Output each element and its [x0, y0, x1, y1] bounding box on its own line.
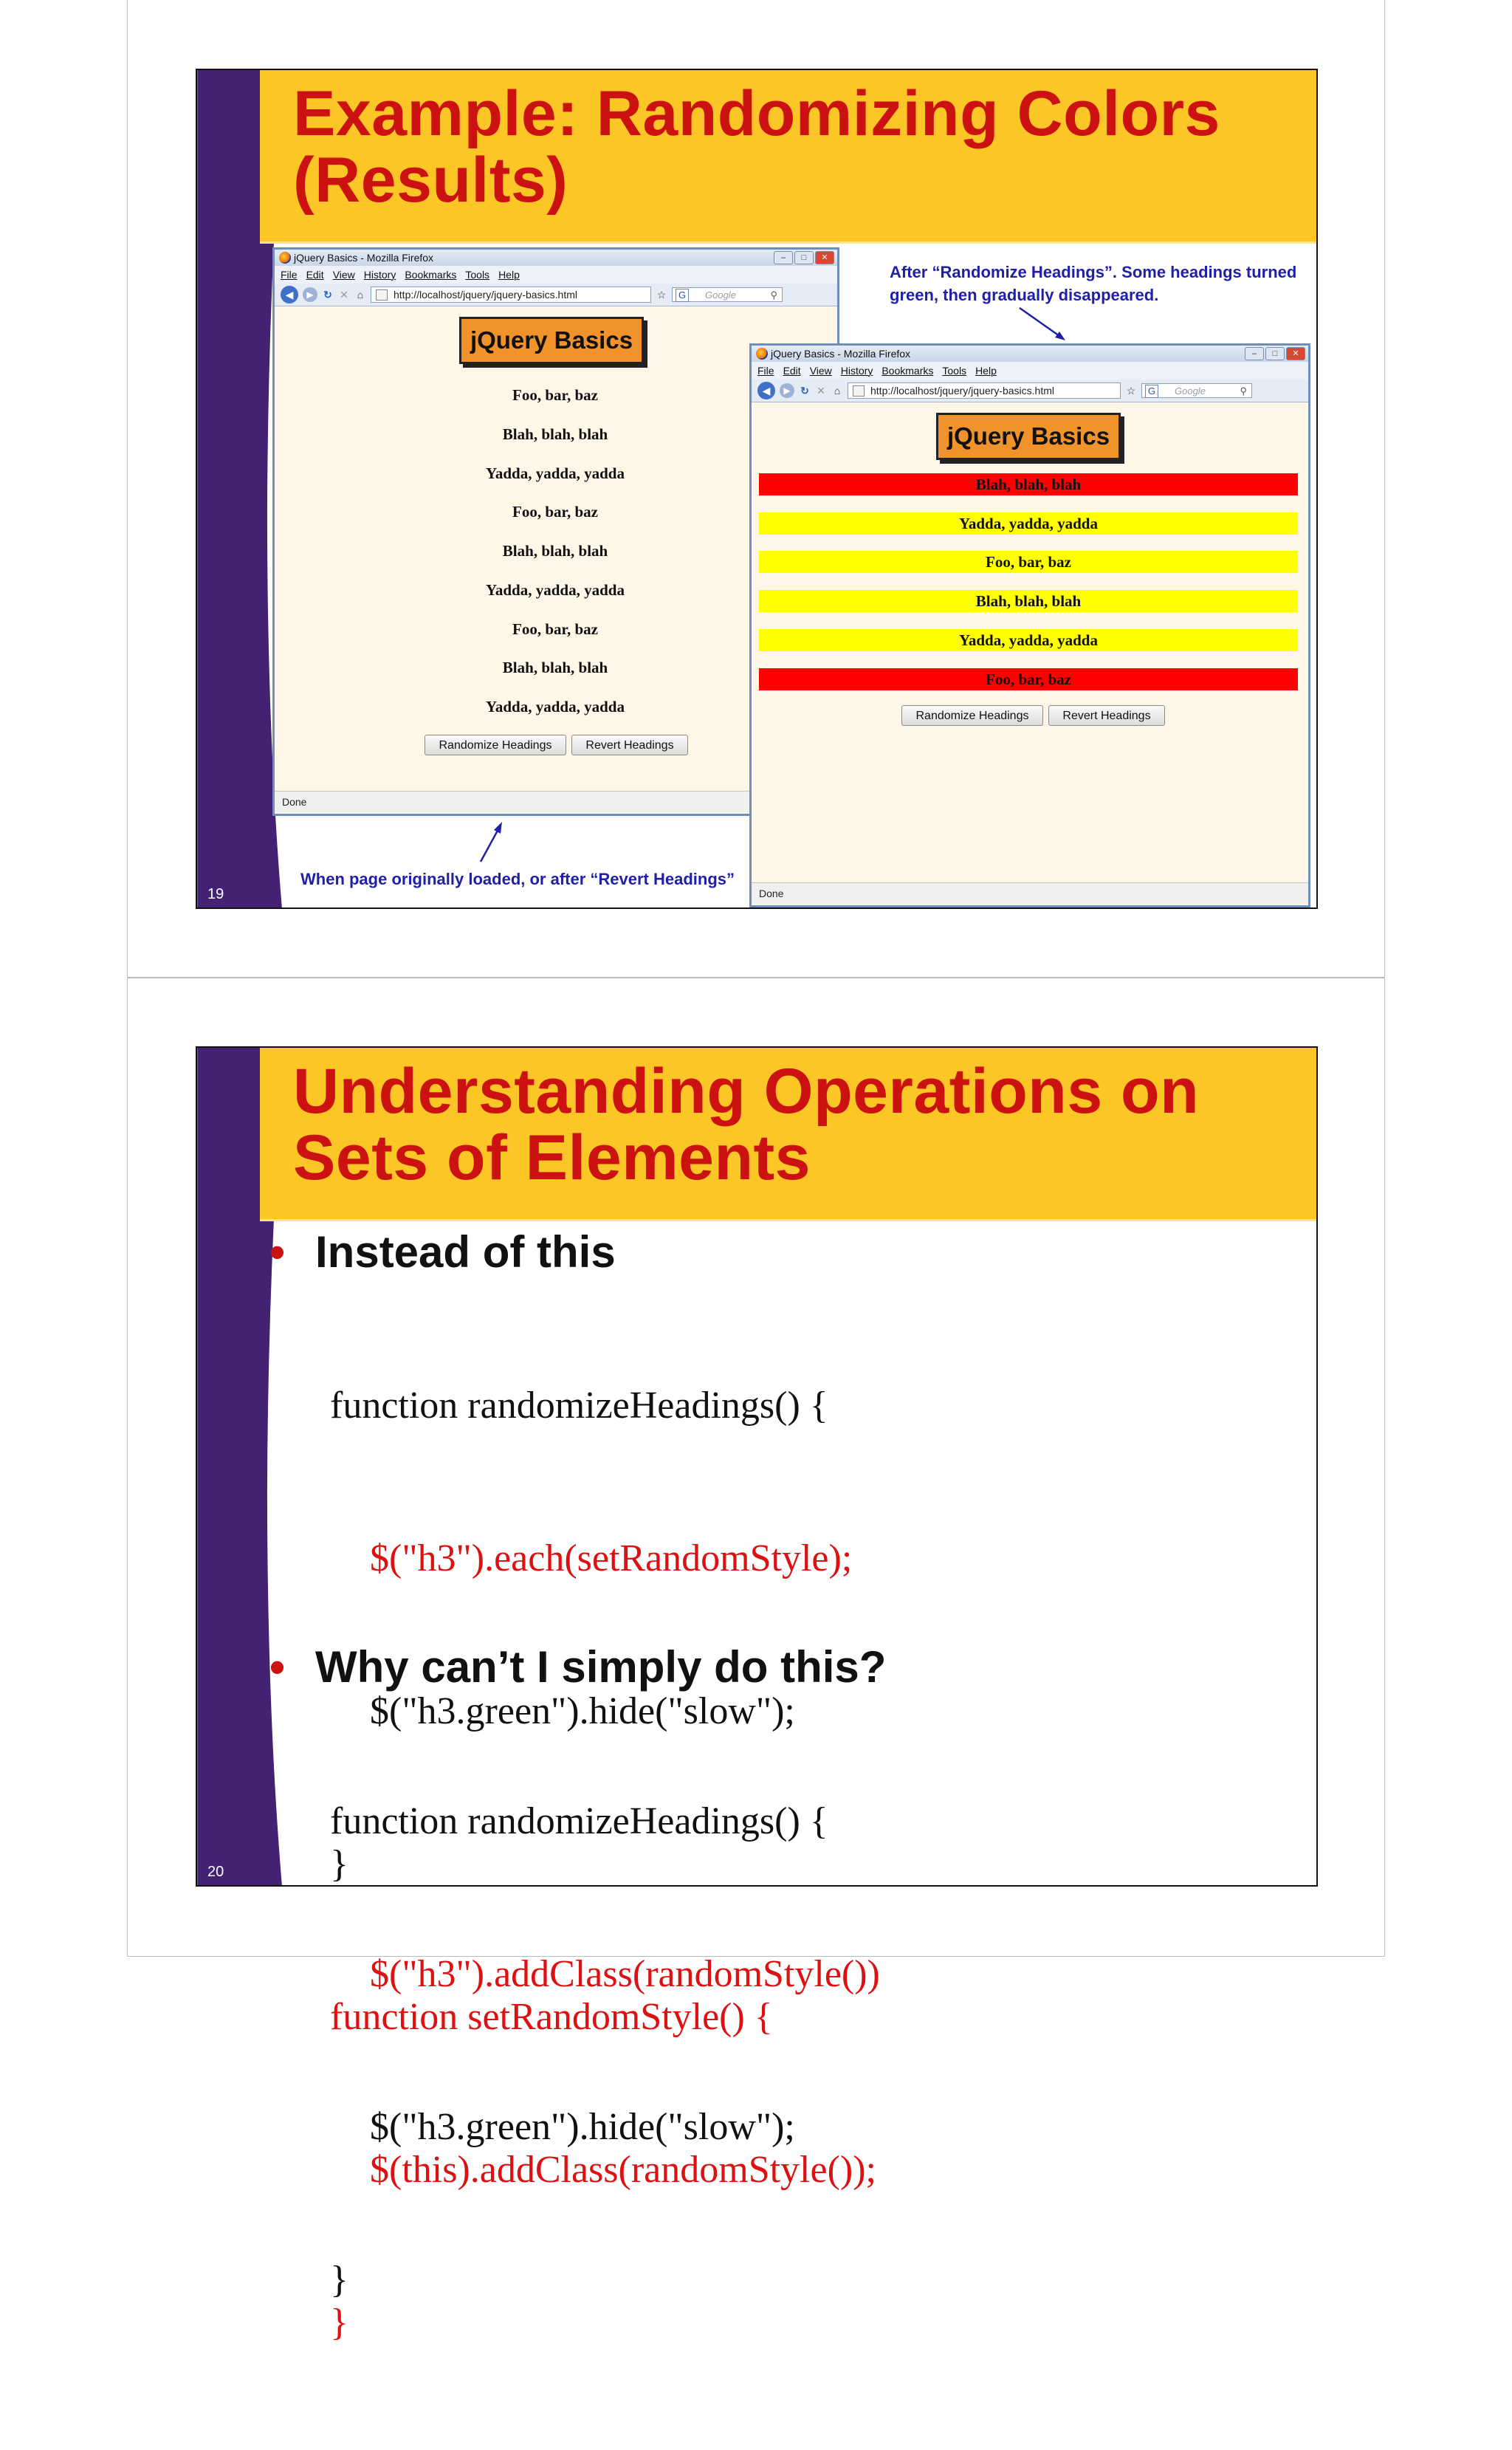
heading-line: Yadda, yadda, yadda [486, 581, 625, 599]
code-line: $("h3").each(setRandomStyle); [370, 1537, 853, 1579]
maximize-icon[interactable]: □ [794, 251, 814, 264]
annotation-original: When page originally loaded, or after “Revert Headings” [300, 870, 735, 888]
menu-tools[interactable]: Tools [942, 365, 967, 377]
search-icon: ⚲ [770, 289, 777, 301]
slide-19 [196, 69, 1318, 909]
menu-history[interactable]: History [363, 269, 396, 281]
window-titlebar: jQuery Basics - Mozilla Firefox – □ ✕ [275, 250, 837, 266]
window-controls [774, 251, 834, 264]
randomize-headings-button[interactable]: Randomize Headings [901, 705, 1043, 726]
menu-file[interactable]: File [281, 269, 298, 281]
heading-line: Blah, blah, blah [759, 473, 1298, 495]
menu-bar [275, 266, 837, 284]
back-arrow-icon[interactable]: ◀ [757, 382, 775, 399]
heading-line: Blah, blah, blah [502, 659, 608, 676]
code-line: function randomizeHeadings() { [330, 1800, 828, 1842]
firefox-logo-icon [279, 252, 291, 264]
navigation-toolbar [275, 284, 837, 306]
heading-line: Yadda, yadda, yadda [759, 512, 1298, 535]
search-box[interactable]: G Google ⚲ [672, 287, 783, 302]
url-bar[interactable]: http://localhost/jquery/jquery-basics.html [371, 286, 651, 303]
window-controls [1245, 347, 1305, 360]
menu-bookmarks[interactable]: Bookmarks [405, 269, 457, 281]
heading-line: Foo, bar, baz [512, 386, 598, 404]
code-line: } [330, 2259, 348, 2301]
stop-icon[interactable]: ✕ [340, 288, 348, 301]
code-line: $("h3.green").hide("slow"); [370, 2106, 795, 2148]
slide-number: 19 [207, 886, 224, 902]
search-icon: ⚲ [1240, 385, 1247, 397]
heading-line: Yadda, yadda, yadda [759, 629, 1298, 651]
close-icon[interactable]: ✕ [1286, 347, 1305, 360]
heading-line: Foo, bar, baz [759, 551, 1298, 573]
minimize-icon[interactable]: – [1245, 347, 1264, 360]
forward-arrow-icon[interactable]: ▶ [303, 287, 317, 302]
bullet-why-cant-i: • Why can’t I simply do this? [269, 1642, 887, 1692]
menu-file[interactable]: File [757, 365, 774, 377]
window-titlebar: jQuery Basics - Mozilla Firefox – □ ✕ [752, 346, 1308, 362]
close-icon[interactable]: ✕ [815, 251, 834, 264]
heading-line: Foo, bar, baz [512, 503, 598, 521]
code-block-2 [330, 1694, 880, 2407]
code-line: } [330, 2302, 348, 2344]
home-icon[interactable]: ⌂ [834, 385, 841, 397]
slide-title: Understanding Operations on Sets of Elements [293, 1056, 1200, 1193]
heading-line: Yadda, yadda, yadda [486, 464, 625, 482]
page-heading: jQuery Basics [459, 317, 644, 364]
revert-headings-button[interactable]: Revert Headings [1048, 705, 1165, 726]
reload-icon[interactable]: ↻ [800, 384, 809, 397]
maximize-icon[interactable]: □ [1265, 347, 1285, 360]
code-line: $(this).addClass(randomStyle()); [370, 2149, 876, 2191]
code-line: function randomizeHeadings() { [330, 1384, 828, 1427]
menu-help[interactable]: Help [975, 365, 997, 377]
back-arrow-icon[interactable]: ◀ [281, 286, 298, 303]
slide-20 [196, 1046, 1318, 2344]
annotation-after-randomize: After “Randomize Headings”. Some headings turned green, then gradually disappeared. [890, 263, 1297, 304]
bullet-instead-of-this: • Instead of this [269, 1227, 616, 1277]
menu-view[interactable]: View [332, 269, 355, 281]
menu-bookmarks[interactable]: Bookmarks [882, 365, 934, 377]
heading-line: Foo, bar, baz [512, 620, 598, 638]
bookmark-star-icon[interactable]: ☆ [1126, 384, 1136, 397]
firefox-logo-icon [756, 348, 768, 360]
search-box[interactable]: G Google ⚲ [1141, 383, 1252, 398]
forward-arrow-icon[interactable]: ▶ [780, 383, 794, 398]
home-icon[interactable]: ⌂ [357, 289, 364, 301]
revert-headings-button[interactable]: Revert Headings [571, 735, 688, 755]
bookmark-star-icon[interactable]: ☆ [656, 288, 667, 301]
browser-window-randomized [749, 343, 1310, 907]
url-bar[interactable]: http://localhost/jquery/jquery-basics.html [848, 382, 1121, 399]
heading-line: Foo, bar, baz [759, 668, 1298, 690]
code-line: } [330, 1843, 348, 1885]
heading-line: Yadda, yadda, yadda [486, 698, 625, 716]
page-heading: jQuery Basics [936, 413, 1121, 460]
code-line: $("h3").addClass(randomStyle()) [370, 1953, 880, 1995]
status-bar: Done [752, 882, 1308, 904]
menu-bar [752, 362, 1308, 380]
arrow-to-randomized [1017, 305, 1068, 343]
menu-view[interactable]: View [809, 365, 832, 377]
navigation-toolbar [752, 380, 1308, 402]
slide-number: 20 [207, 1864, 224, 1880]
reload-icon[interactable]: ↻ [323, 288, 332, 301]
heading-line: Blah, blah, blah [759, 590, 1298, 612]
bullet-icon: • [269, 1227, 286, 1277]
heading-line: Blah, blah, blah [502, 425, 608, 443]
code-line: $("h3.green").hide("slow"); [370, 1690, 795, 1732]
slide-title: Example: Randomizing Colors (Results) [293, 78, 1220, 216]
menu-history[interactable]: History [840, 365, 873, 377]
arrow-to-original [476, 820, 506, 865]
menu-help[interactable]: Help [498, 269, 520, 281]
code-line: function setRandomStyle() { [330, 1996, 773, 2038]
stop-icon[interactable]: ✕ [817, 384, 825, 397]
menu-tools[interactable]: Tools [465, 269, 490, 281]
status-bar: Done [275, 791, 837, 812]
page-content [752, 402, 1308, 905]
menu-edit[interactable]: Edit [783, 365, 801, 377]
menu-edit[interactable]: Edit [306, 269, 324, 281]
bullet-icon: • [269, 1642, 286, 1692]
heading-line: Blah, blah, blah [502, 542, 608, 560]
minimize-icon[interactable]: – [774, 251, 793, 264]
randomize-headings-button[interactable]: Randomize Headings [425, 735, 566, 755]
